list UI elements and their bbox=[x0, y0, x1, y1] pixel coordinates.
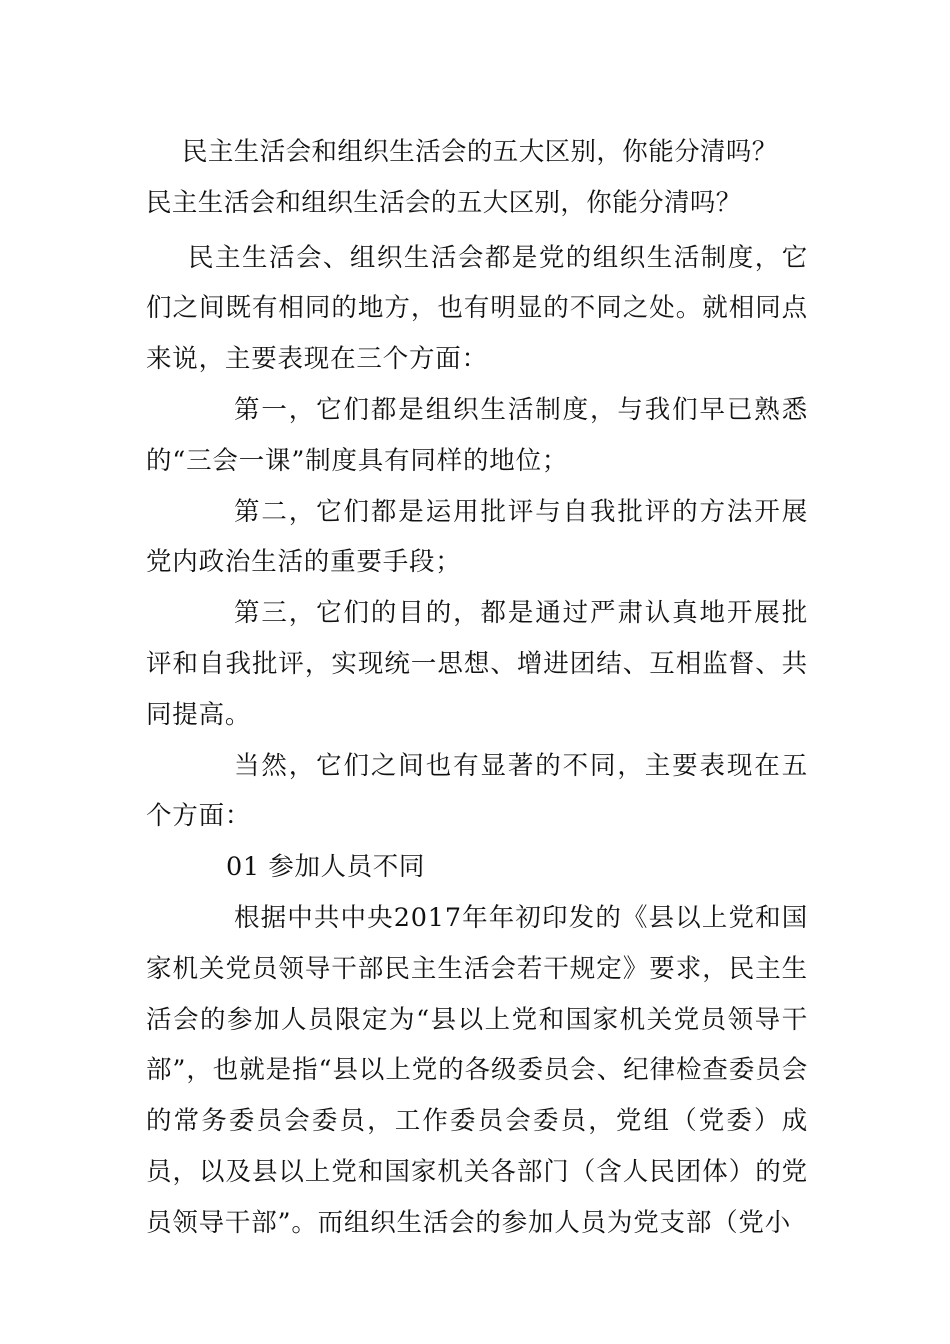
document-title-second: 民主生活会和组织生活会的五大区别，你能分清吗？ bbox=[146, 187, 742, 218]
similarity-point-1: 第一，它们都是组织生活制度，与我们早已熟悉的“三会一课”制度具有同样的地位； bbox=[146, 394, 808, 476]
intro-paragraph: 民主生活会、组织生活会都是党的组织生活制度，它们之间既有相同的地方，也有明显的不同之处。就相同点来说，主要表现在三个方面： bbox=[146, 242, 808, 375]
similarity-point-3: 第三，它们的目的，都是通过严肃认真地开展批评和自我批评，实现统一思想、增进团结、互相监督、共同提高。 bbox=[146, 598, 808, 730]
document-title-top: 民主生活会和组织生活会的五大区别，你能分清吗？ bbox=[182, 137, 778, 167]
section-01-body: 根据中共中央2017年年初印发的《县以上党和国家机关党员领导干部民主生活会若干规定》要求，民主生活会的参加人员限定为“县以上党和国家机关党员领导干部”，也就是指“县以上党的各级委员会、纪律检查委员会的常务委员会委员，工作委员会委员，党组（党委）成员，以及县以上党和国家机关各部门（含人民团体）的党员领导干部”。而组织生活会的参加人员为党支部（党小 bbox=[146, 902, 808, 1238]
differences-intro-paragraph: 当然，它们之间也有显著的不同，主要表现在五个方面： bbox=[146, 750, 808, 832]
document-content bbox=[146, 127, 808, 1249]
section-01-heading: 01 参加人员不同 bbox=[226, 852, 425, 883]
similarity-point-2: 第二，它们都是运用批评与自我批评的方法开展党内政治生活的重要手段； bbox=[146, 496, 808, 578]
